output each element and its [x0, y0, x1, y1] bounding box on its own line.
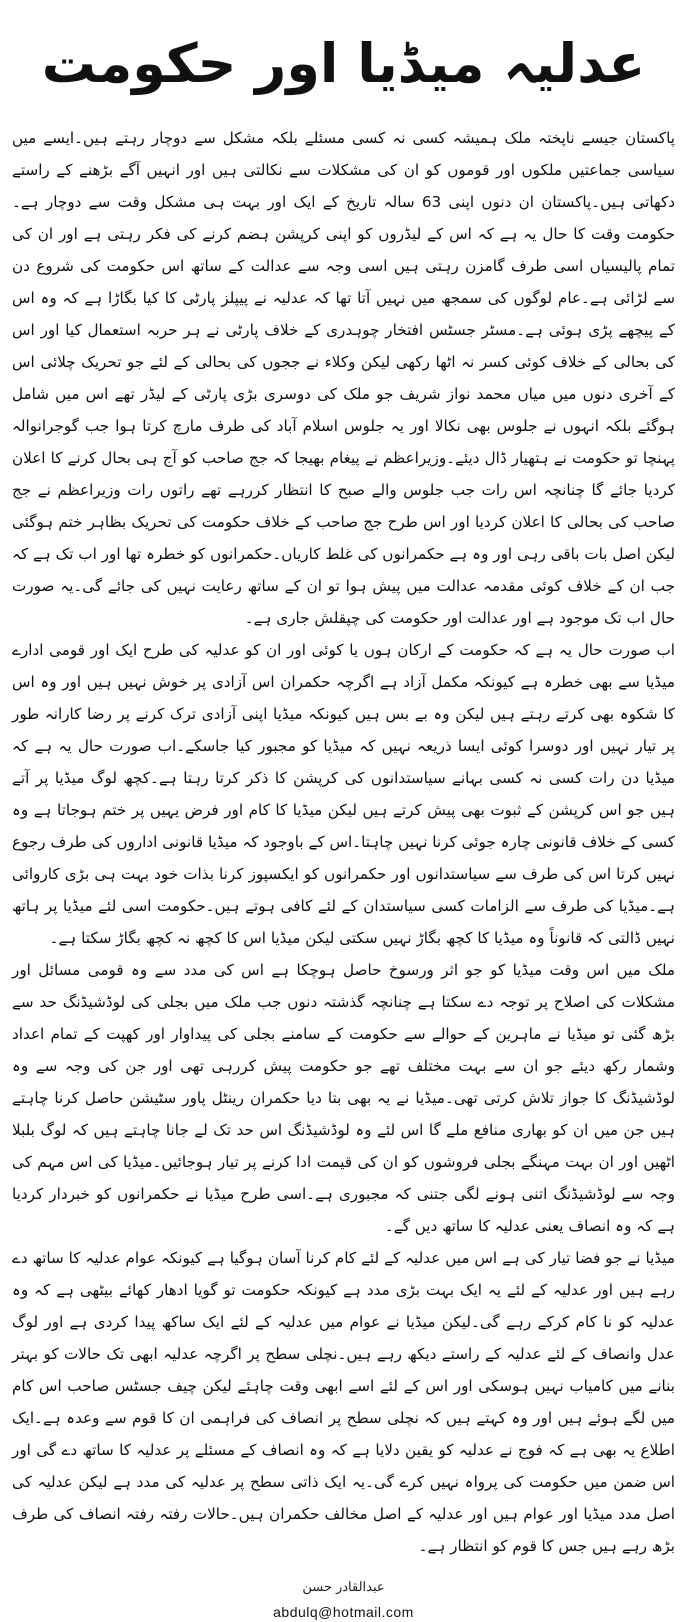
article-title: عدلیہ میڈیا اور حکومت — [41, 32, 646, 95]
article-paragraph-4: میڈیا نے جو فضا تیار کی ہے اس میں عدلیہ کے لئے کام کرنا آسان ہوگیا ہے کیونکہ عوام عدلیہ کا ساتھ دے رہے ہیں اور عدلیہ کے لئے یہ ایک بہت بڑی مدد ہے کیونکہ حکومت تو گویا ادھار کھائے بیٹھی ہے کہ وہ عدلیہ کو نا کام کرکے رہے گی۔لیکن میڈیا نے عوام میں عدلیہ کے لئے ایک ساکھ پیدا کردی ہے اور لوگ عدل وانصاف کے لئے عدلیہ کے راستے دیکھ رہے ہیں۔نچلی سطح پر اگرچہ عدلیہ ابھی تک حالات کو بہتر بنانے میں کامیاب نہیں ہوسکی اور اس کے لئے اسے ابھی وقت چاہئے لیکن چیف جسٹس صاحب اس کام میں لگے ہوئے ہیں اور وہ کہتے ہیں کہ نچلی سطح پر انصاف کی فراہمی ان کا قوم سے وعدہ ہے۔ایک اطلاع یہ بھی ہے کہ فوج نے عدلیہ کو یقین دلایا ہے کہ وہ انصاف کے مسئلے پر عدلیہ کا ساتھ دے گی اور اس ضمن میں حکومت کی پرواہ نہیں کرے گی۔یہ ایک ذاتی سطح پر عدلیہ کی مدد ہے لیکن عدلیہ کی اصل مدد میڈیا اور عوام ہیں اور عدلیہ کے اصل مخالف حکمران ہیں۔حالات رفتہ رفتہ انصاف کی طرف بڑھ رہے ہیں جس کا قوم کو انتظار ہے۔ — [12, 1249, 675, 1555]
article-body — [12, 122, 675, 1562]
article-paragraph-3: ملک میں اس وقت میڈیا کو جو اثر ورسوخ حاصل ہوچکا ہے اس کی مدد سے وہ قومی مسائل اور مشکلات کی اصلاح پر توجہ دے سکتا ہے چنانچہ گذشتہ دنوں جب ملک میں بجلی کی لوڈشیڈنگ حد سے بڑھ گئی تو میڈیا نے ماہرین کے حوالے سے حکومت کے سامنے بجلی کی پیداوار اور کھپت کے تمام اعداد وشمار رکھ دیئے جو ان سے بہت مختلف تھے جو حکومت پیش کررہی تھی اور جن کی وجہ سے وہ لوڈشیڈنگ کا جواز تلاش کرتی تھی۔میڈیا نے یہ بھی بتا دیا حکمران رینٹل پاور سٹیشن حاصل کرنا چاہتے ہیں جن میں ان کو بھاری منافع ملے گا اس لئے وہ لوڈشیڈنگ اس حد تک لے جانا چاہتے ہیں کہ لوگ بلبلا اٹھیں اور ان بہت مہنگے بجلی فروشوں کو ان کی قیمت ادا کرنے پر تیار ہوجائیں۔میڈیا کی اس مہم کی وجہ سے لوڈشیڈنگ اتنی ہونے لگی جتنی کہ مجبوری ہے۔اسی طرح میڈیا نے حکمرانوں کو خبردار کردیا ہے کہ وہ انصاف یعنی عدلیہ کا ساتھ دیں گے۔ — [12, 961, 675, 1235]
author-name: عبدالقادر حسن — [302, 1580, 385, 1595]
article-paragraph-1: پاکستان جیسے ناپختہ ملک ہمیشہ کسی نہ کسی مسئلے بلکہ مشکل سے دوچار رہتے ہیں۔ایسے میں سیاسی جماعتیں ملکوں اور قوموں کو ان کی مشکلات سے نکالتی ہیں اور انہیں آگے بڑھنے کے راستے دکھاتی ہیں۔پاکستان ان دنوں اپنی 63 سالہ تاریخ کے ایک اور بہت ہی مشکل وقت سے دوچار ہے۔حکومت وقت کا حال یہ ہے کہ اس کے لیڈروں کو اپنی کرپشن ہضم کرنے کی فکر رہتی ہے اور ان کی تمام پالیسیاں اسی طرف گامزن رہتی ہیں اسی وجہ سے عدالت کے ساتھ اس حکومت کی شروع دن سے لڑائی ہے۔عام لوگوں کی سمجھ میں نہیں آتا تھا کہ عدلیہ نے پیپلز پارٹی کا کیا بگاڑا ہے کہ وہ اس کے پیچھے پڑی ہوئی ہے۔مسٹر جسٹس افتخار چوہدری کے خلاف پارٹی نے ہر حربہ استعمال کیا اور اس کی بحالی کے خلاف کوئی کسر نہ اٹھا رکھی لیکن وکلاء نے ججوں کی بحالی کے لئے جو تحریک چلائی اس کے آخری دنوں میں میاں محمد نواز شریف جو ملک کی دوسری بڑی پارٹی کے لیڈر تھے اس میں شامل ہوگئے بلکہ انہوں نے جلوس بھی نکالا اور یہ جلوس اسلام آباد کی طرف مارچ کرتا ہوا جب گوجرانوالہ پہنچا تو حکومت نے ہتھیار ڈال دیئے۔وزیراعظم نے پیغام بھیجا کہ جج صاحب کو آج ہی بحال کرنے کا اعلان کردیا جائے گا چنانچہ اس رات جب جلوس والے صبح کا انتظار کررہے تھے راتوں رات وزیراعظم نے جج صاحب کی بحالی کا اعلان کردیا اور اس طرح جج صاحب کے خلاف حکومت کی تحریک بظاہر ختم ہوگئی لیکن اصل بات باقی رہی اور وہ ہے حکمرانوں کی غلط کاریاں۔حکمرانوں کو خطرہ تھا اور اب تک ہے کہ جب ان کے خلاف کوئی مقدمہ عدالت میں پیش ہوا تو ان کے ساتھ رعایت نہیں کی جائے گی۔یہ صورت حال اب تک موجود ہے اور عدالت اور حکومت کی چپقلش جاری ہے۔ — [12, 129, 675, 627]
author-email: abdulq@hotmail.com — [273, 1604, 414, 1620]
article-paragraph-2: اب صورت حال یہ ہے کہ حکومت کے ارکان ہوں یا کوئی اور ان کو عدلیہ کی طرح ایک اور قومی ادارے میڈیا سے بھی خطرہ ہے کیونکہ مکمل آزاد ہے اگرچہ حکمران اس آزادی پر خوش نہیں ہیں اور وہ اس کا شکوہ بھی کرتے رہتے ہیں لیکن وہ بے بس ہیں کیونکہ میڈیا اپنی آزادی ترک کرنے پر رضا کارانہ طور پر تیار نہیں اور دوسرا کوئی ایسا ذریعہ نہیں کہ میڈیا کو مجبور کیا جاسکے۔اب صورت حال یہ ہے کہ میڈیا دن رات کسی نہ کسی بہانے سیاستدانوں کی کرپشن کا ذکر کرتا رہتا ہے۔کچھ لوگ میڈیا پر آتے ہیں جو اس کرپشن کے ثبوت بھی پیش کرتے ہیں لیکن میڈیا کا کام اور فرض یہیں پر ختم ہوجاتا ہے وہ کسی کے خلاف قانونی چارہ جوئی کرنا نہیں چاہتا۔اس کے باوجود کہ میڈیا قانونی اداروں کی طرف رجوع نہیں کرتا اس کی طرف سے سیاستدانوں اور حکمرانوں کو ایکسپوز کرنا بذات خود بہت ہی بڑی کاروائی ہے۔میڈیا کی طرف سے الزامات کسی سیاستدان کے لئے کافی ہوتے ہیں۔حکومت اسی لئے میڈیا پر ہاتھ نہیں ڈالتی کہ قانوناً وہ میڈیا کا کچھ بگاڑ نہیں سکتی لیکن میڈیا اس کا کچھ نہ کچھ بگاڑ سکتا ہے۔ — [12, 641, 675, 947]
